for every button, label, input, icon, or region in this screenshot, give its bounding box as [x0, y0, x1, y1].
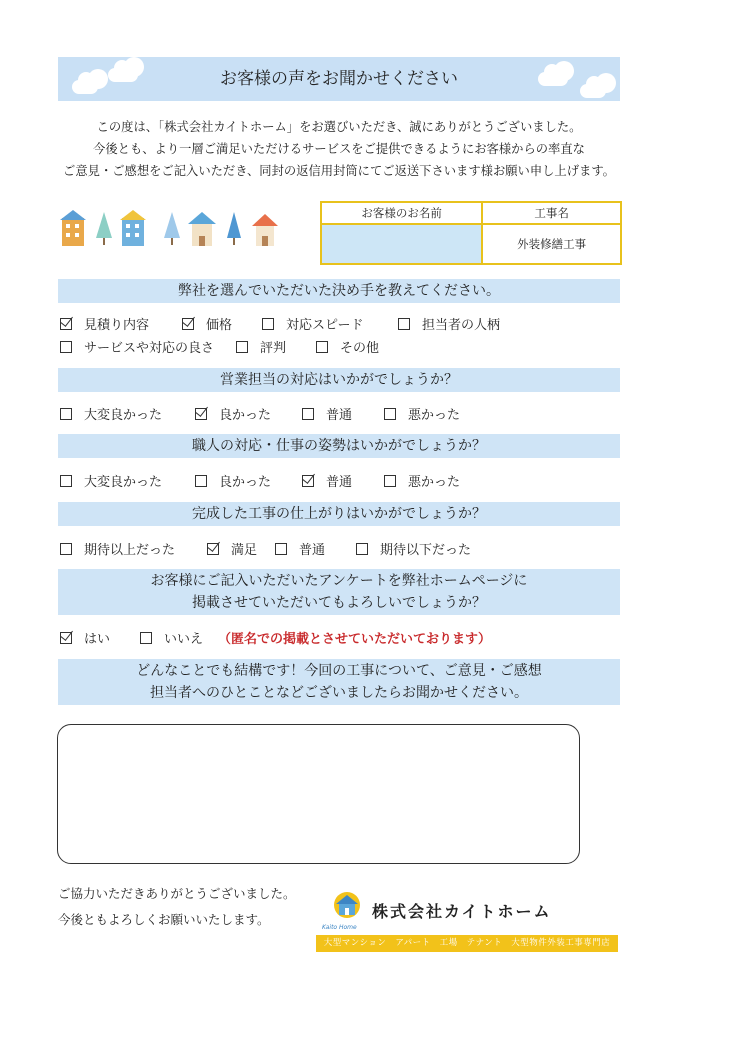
checkbox[interactable] [60, 475, 72, 487]
thanks-line: ご協力いただきありがとうございました。 [58, 886, 296, 901]
q4-option[interactable] [207, 539, 257, 558]
logo-text: Kaito Home [322, 924, 357, 931]
customer-info-table [320, 201, 622, 265]
checkbox[interactable] [60, 543, 72, 555]
checkbox[interactable] [302, 475, 314, 487]
q3-option[interactable] [302, 471, 352, 490]
option-label: 対応スピード [286, 318, 364, 333]
checkbox[interactable] [384, 475, 396, 487]
survey-title: お客様の声をお聞かせください [220, 69, 458, 89]
q4-option[interactable] [356, 539, 471, 558]
q4-option[interactable] [60, 539, 175, 558]
checkbox[interactable] [262, 318, 274, 330]
q1-option[interactable] [398, 314, 500, 333]
thanks-line: 今後ともよろしくお願いいたします。 [58, 912, 270, 927]
q2-option[interactable] [302, 404, 352, 423]
q3-option[interactable] [60, 471, 162, 490]
option-label: 期待以下だった [380, 543, 472, 558]
checkbox[interactable] [195, 408, 207, 420]
option-label: その他 [340, 341, 380, 356]
q1-heading [58, 279, 620, 303]
q1-option[interactable] [60, 337, 214, 356]
checkbox[interactable] [140, 632, 152, 644]
q3-option[interactable] [384, 471, 460, 490]
checkbox[interactable] [60, 341, 72, 353]
checkbox[interactable] [60, 632, 72, 644]
q5-heading-line: お客様にご記入いただいたアンケートを弊社ホームページに [150, 573, 528, 589]
option-label: 満足 [231, 543, 258, 558]
q6-heading [58, 659, 620, 705]
q6-heading-line: 担当者へのひとことなどございましたらお聞かせください。 [150, 685, 528, 701]
option-label: 悪かった [408, 475, 461, 490]
anonymous-note: （匿名での掲載とさせていただいております） [218, 632, 492, 647]
q2-heading [58, 368, 620, 392]
work-name-label: 工事名 [482, 202, 621, 224]
checkbox[interactable] [182, 318, 194, 330]
option-label: 普通 [326, 408, 353, 423]
checkbox[interactable] [195, 475, 207, 487]
option-label: 悪かった [408, 408, 461, 423]
intro-text [58, 116, 620, 182]
intro-line: この度は、「株式会社カイトホーム」をお選びいただき、誠にありがとうございました。 [96, 120, 582, 134]
checkbox[interactable] [207, 543, 219, 555]
option-label: 普通 [299, 543, 326, 558]
q1-option[interactable] [262, 314, 363, 333]
intro-line: ご意見・ご感想をご記入いただき、同封の返信用封筒にてご返送下さいます様お願い申し上げます。 [63, 164, 615, 178]
q4-heading-text: 完成した工事の仕上がりはいかがでしょうか？ [192, 506, 486, 522]
company-name: 株式会社カイトホーム [372, 902, 552, 921]
checkbox[interactable] [316, 341, 328, 353]
option-label: 普通 [326, 475, 353, 490]
q1-option[interactable] [316, 337, 379, 356]
q3-heading-text: 職人の対応・仕事の姿勢はいかがでしょうか？ [192, 438, 486, 454]
work-name-value: 外装修繕工事 [482, 224, 621, 264]
customer-name-label: お客様のお名前 [321, 202, 482, 224]
customer-name-field[interactable] [321, 224, 482, 264]
checkbox[interactable] [275, 543, 287, 555]
cloud-icon [72, 80, 98, 94]
option-label: サービスや対応の良さ [84, 341, 215, 356]
checkbox[interactable] [236, 341, 248, 353]
q2-option[interactable] [60, 404, 162, 423]
q1-option[interactable] [236, 337, 286, 356]
q2-option[interactable] [384, 404, 460, 423]
checkbox[interactable] [384, 408, 396, 420]
q5-heading [58, 569, 620, 615]
q5-option[interactable] [60, 628, 110, 647]
q6-heading-line: どんなことでも結構です！今回の工事について、ご意見・ご感想 [136, 663, 542, 679]
option-label: 見積り内容 [84, 318, 150, 333]
cloud-icon [580, 84, 606, 98]
q5-heading-line: 掲載させていただいてもよろしいでしょうか？ [192, 595, 486, 611]
option-label: 大変良かった [84, 408, 163, 423]
option-label: 良かった [219, 408, 272, 423]
option-label: 大変良かった [84, 475, 163, 490]
q4-option[interactable] [275, 539, 325, 558]
comment-textarea[interactable] [57, 724, 580, 864]
checkbox[interactable] [356, 543, 368, 555]
q5-option[interactable] [140, 628, 203, 647]
cloud-icon [538, 72, 568, 86]
checkbox[interactable] [60, 318, 72, 330]
q1-option[interactable] [60, 314, 149, 333]
option-label: 担当者の人柄 [422, 318, 501, 333]
company-tagline: 大型マンション アパート 工場 テナント 大型物件外装工事専門店 [316, 935, 618, 952]
option-label: はい [84, 632, 111, 647]
house-icon [60, 208, 290, 248]
q3-heading [58, 434, 620, 458]
q1-heading-text: 弊社を選んでいただいた決め手を教えてください。 [178, 283, 500, 299]
option-label: いいえ [164, 632, 204, 647]
cloud-icon [108, 68, 138, 82]
q2-heading-text: 営業担当の対応はいかがでしょうか？ [220, 372, 458, 388]
option-label: 評判 [260, 341, 287, 356]
option-label: 期待以上だった [84, 543, 176, 558]
intro-line: 今後とも、より一層ご満足いただけるサービスをご提供できるようにお客様からの率直な [93, 142, 585, 156]
q3-option[interactable] [195, 471, 271, 490]
q1-option[interactable] [182, 314, 232, 333]
checkbox[interactable] [302, 408, 314, 420]
option-label: 価格 [206, 318, 233, 333]
checkbox[interactable] [398, 318, 410, 330]
q4-heading [58, 502, 620, 526]
kaito-home-logo-icon [327, 890, 367, 926]
checkbox[interactable] [60, 408, 72, 420]
option-label: 良かった [219, 475, 272, 490]
q2-option[interactable] [195, 404, 271, 423]
